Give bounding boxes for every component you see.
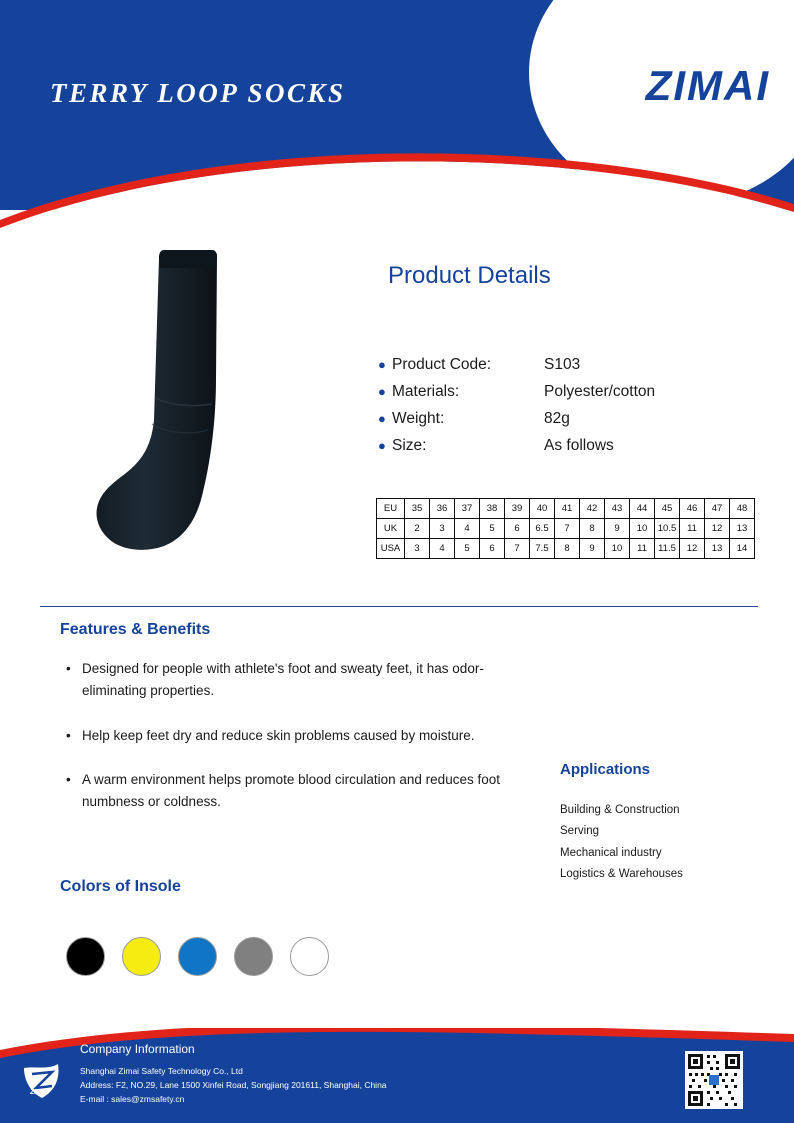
spec-list [378,356,758,464]
table-cell: 9 [580,539,605,559]
table-cell: 42 [580,499,605,519]
bullet-icon: • [66,727,71,743]
table-cell: 3 [430,519,455,539]
color-swatch-yellow [122,937,161,976]
features-heading: Features & Benefits [60,621,211,638]
table-cell: 47 [705,499,730,519]
spec-value: Polyester/cotton [544,383,656,400]
bullet-icon: • [66,661,71,676]
table-cell: 11.5 [655,539,680,559]
table-cell: 5 [455,539,480,559]
table-cell: 14 [730,539,755,559]
list-item [66,725,516,747]
table-cell: 43 [605,499,630,519]
spec-label: Size: [392,437,427,454]
feature-text: A warm environment helps promote blood circulation and reduces foot numbness or coldness. [82,771,500,810]
shield-icon [18,1062,70,1102]
table-cell: 12 [680,539,705,559]
table-cell: 37 [455,499,480,519]
list-item: Building & Construction [560,804,680,816]
spec-label: Materials: [392,383,460,400]
table-cell: 13 [730,519,755,539]
footer-logo-text: ZIMAI [30,1089,50,1096]
table-cell: 13 [705,539,730,559]
table-cell: 6.5 [530,519,555,539]
color-swatch-list [66,937,329,976]
table-cell: 46 [680,499,705,519]
table-cell: 4 [430,539,455,559]
table-cell: 40 [530,499,555,519]
table-cell: 7.5 [530,539,555,559]
bullet-icon: ● [378,357,386,372]
footer-address: Address: F2, NO.29, Lane 1500 Xinfei Road, Songjiang 201611, Shanghai, China [80,1080,387,1091]
table-cell: 48 [730,499,755,519]
footer-company-name: Shanghai Zimai Safety Technology Co., Ltd [80,1066,243,1076]
sock-illustration [60,228,360,588]
features-list [66,658,516,835]
spec-row [378,437,758,455]
color-swatch-black [66,937,105,976]
bullet-icon: • [66,771,71,787]
table-cell: 10 [630,519,655,539]
table-cell: 12 [705,519,730,539]
table-cell: 41 [555,499,580,519]
page-title: TERRY LOOP SOCKS [50,78,346,108]
brand-logo: ZIMAI [645,62,770,109]
table-cell: 11 [680,519,705,539]
table-cell: 6 [480,539,505,559]
row-header: UK [377,519,405,539]
list-item: Logistics & Warehouses [560,867,683,880]
row-header: EU [377,499,405,519]
list-item: Mechanical industry [560,846,662,859]
spec-label: Product Code: [392,356,492,373]
bullet-icon: ● [378,384,386,399]
table-row [377,539,755,559]
color-swatch-white [290,937,329,976]
table-cell: 8 [555,539,580,559]
applications-list [560,800,780,885]
footer-heading: Company Information [80,1042,195,1056]
table-cell: 10.5 [655,519,680,539]
table-row [377,519,755,539]
product-image [60,228,360,588]
color-swatch-gray [234,937,273,976]
footer-email: E-mail : sales@zmsafety.cn [80,1094,185,1105]
spec-row [378,356,758,374]
table-row [377,499,755,519]
color-swatch-blue [178,937,217,976]
table-cell: 35 [405,499,430,519]
size-table [376,498,755,559]
table-cell: 7 [505,539,530,559]
list-item [66,769,516,814]
footer-logo-icon [18,1062,70,1102]
table-cell: 2 [405,519,430,539]
table-cell: 5 [480,519,505,539]
colors-heading: Colors of Insole [60,878,181,895]
table-cell: 10 [605,539,630,559]
bullet-icon: ● [378,411,386,426]
spec-row [378,410,758,428]
spec-label: Weight: [392,410,445,427]
spec-row [378,383,758,401]
applications-heading: Applications [560,761,651,778]
table-cell: 6 [505,519,530,539]
spec-value: As follows [544,437,614,454]
swoosh-svg [0,150,794,240]
qr-code-icon [685,1051,743,1109]
table-cell: 38 [480,499,505,519]
qr-code [685,1051,743,1109]
table-cell: 39 [505,499,530,519]
row-header: USA [377,539,405,559]
section-divider [40,606,758,607]
list-item [66,658,516,703]
product-details-heading: Product Details [388,262,551,289]
table-cell: 3 [405,539,430,559]
table-cell: 9 [605,519,630,539]
list-item: Serving [560,825,599,838]
table-cell: 11 [630,539,655,559]
feature-text: Designed for people with athlete's foot and sweaty feet, it has odor-eliminating properties. [82,661,484,699]
feature-text: Help keep feet dry and reduce skin problems caused by moisture. [82,727,475,743]
spec-value: S103 [544,356,581,373]
table-cell: 4 [455,519,480,539]
table-cell: 45 [655,499,680,519]
spec-value: 82g [544,410,570,427]
table-cell: 8 [580,519,605,539]
header-swoosh [0,150,794,240]
table-cell: 7 [555,519,580,539]
table-cell: 44 [630,499,655,519]
footer-contact-block [80,1064,387,1106]
table-cell: 36 [430,499,455,519]
bullet-icon: ● [378,438,386,453]
